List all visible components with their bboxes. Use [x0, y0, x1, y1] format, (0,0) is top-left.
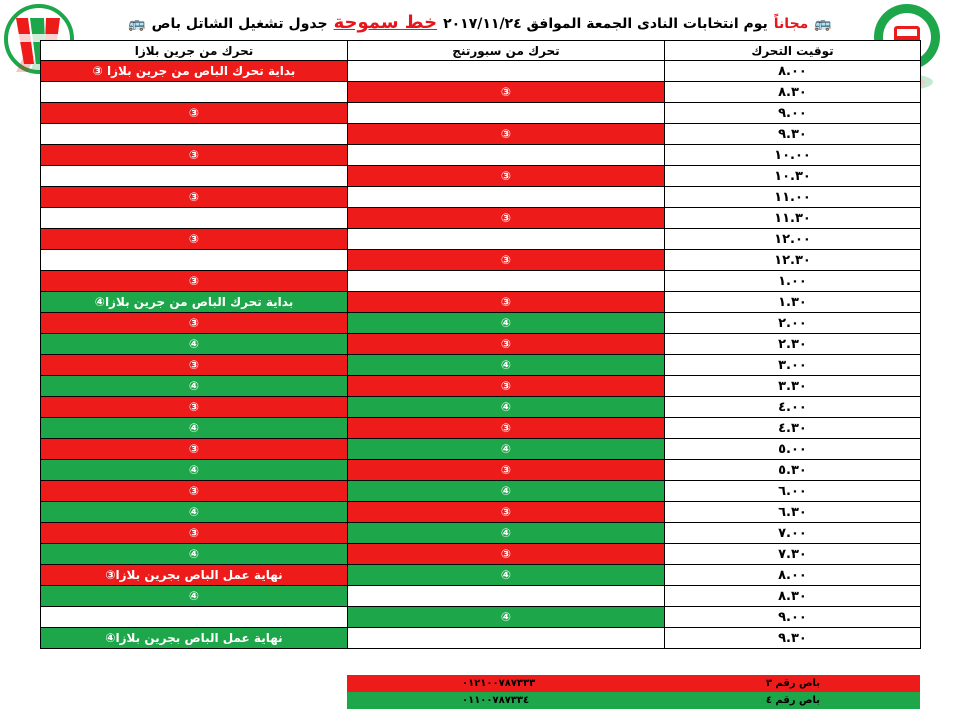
table-row [41, 376, 921, 397]
table-row [41, 439, 921, 460]
cell-time: ١.٠٠ [665, 271, 921, 292]
cell-time: ١٠.٠٠ [665, 145, 921, 166]
cell-time: ٩.٠٠ [665, 607, 921, 628]
table-row [41, 124, 921, 145]
table-row [41, 523, 921, 544]
cell-time: ٧.٠٠ [665, 523, 921, 544]
cell-time: ١١.٠٠ [665, 187, 921, 208]
cell-green-plaza [41, 124, 348, 145]
cell-green-plaza [41, 166, 348, 187]
header-time: توقيت التحرك [665, 41, 921, 61]
cell-green-plaza: ④ [41, 334, 348, 355]
cell-green-plaza [41, 82, 348, 103]
cell-green-plaza: ③ [41, 439, 348, 460]
cell-time: ٣.٣٠ [665, 376, 921, 397]
cell-sporting: ④ [348, 565, 665, 586]
table-row [41, 565, 921, 586]
table-row [41, 544, 921, 565]
bus-icon: 🚌 [128, 16, 146, 32]
cell-sporting: ③ [348, 124, 665, 145]
cell-time: ٩.٣٠ [665, 628, 921, 649]
footer-bus-3 [347, 675, 920, 692]
cell-sporting: ④ [348, 397, 665, 418]
cell-green-plaza: ④ [41, 586, 348, 607]
cell-time: ٩.٣٠ [665, 124, 921, 145]
cell-green-plaza: ③ [41, 481, 348, 502]
cell-sporting: ④ [348, 481, 665, 502]
cell-sporting [348, 229, 665, 250]
cell-green-plaza [41, 208, 348, 229]
cell-green-plaza: ③نهاية عمل الباص بجرين بلازا [41, 565, 348, 586]
table-row [41, 229, 921, 250]
cell-sporting: ④ [348, 439, 665, 460]
footer-bus-4-phone: ٠١١٠٠٧٨٧٣٣٤ [462, 695, 530, 706]
cell-time: ٦.٠٠ [665, 481, 921, 502]
bus-icon-end: 🚌 [814, 16, 832, 32]
header-sporting: تحرك من سبورتنج [348, 41, 665, 61]
cell-green-plaza: ③ [41, 397, 348, 418]
cell-green-plaza: ③ [41, 313, 348, 334]
cell-green-plaza: ④بداية تحرك الباص من جرين بلازا [41, 292, 348, 313]
cell-sporting: ③ [348, 376, 665, 397]
table-row [41, 166, 921, 187]
cell-sporting: ③ [348, 544, 665, 565]
cell-green-plaza [41, 607, 348, 628]
cell-sporting: ④ [348, 607, 665, 628]
footer-bus-4 [347, 692, 920, 709]
table-row [41, 460, 921, 481]
table-row [41, 397, 921, 418]
cell-sporting: ③ [348, 208, 665, 229]
table-row [41, 355, 921, 376]
cell-time: ٤.٣٠ [665, 418, 921, 439]
cell-sporting [348, 586, 665, 607]
table-row [41, 313, 921, 334]
cell-time: ٤.٠٠ [665, 397, 921, 418]
cell-time: ١٢.٠٠ [665, 229, 921, 250]
schedule-body [41, 61, 921, 649]
cell-sporting: ③ [348, 292, 665, 313]
table-row [41, 292, 921, 313]
cell-sporting: ④ [348, 313, 665, 334]
cell-sporting: ③ [348, 502, 665, 523]
cell-green-plaza: ④ [41, 376, 348, 397]
cell-sporting [348, 61, 665, 82]
table-row [41, 481, 921, 502]
title-part2: يوم انتخابات النادى الجمعة الموافق ٢٠١٧/١١/٢٤ [443, 16, 768, 32]
cell-green-plaza: ③ [41, 271, 348, 292]
cell-green-plaza: ③ [41, 103, 348, 124]
cell-time: ١.٣٠ [665, 292, 921, 313]
cell-sporting [348, 187, 665, 208]
table-row [41, 250, 921, 271]
cell-sporting: ③ [348, 166, 665, 187]
cell-time: ٩.٠٠ [665, 103, 921, 124]
cell-sporting [348, 145, 665, 166]
table-row [41, 607, 921, 628]
cell-sporting: ③ [348, 250, 665, 271]
cell-sporting [348, 103, 665, 124]
cell-time: ٨.٠٠ [665, 61, 921, 82]
cell-green-plaza [41, 250, 348, 271]
cell-time: ١٠.٣٠ [665, 166, 921, 187]
cell-green-plaza: ④ [41, 418, 348, 439]
cell-time: ٨.٣٠ [665, 82, 921, 103]
cell-green-plaza: ④ [41, 460, 348, 481]
table-row [41, 628, 921, 649]
cell-time: ٨.٠٠ [665, 565, 921, 586]
table-row [41, 82, 921, 103]
cell-green-plaza: ④ [41, 544, 348, 565]
cell-green-plaza: ④ [41, 502, 348, 523]
schedule-table [40, 40, 921, 649]
cell-green-plaza: ③ [41, 145, 348, 166]
cell-time: ١١.٣٠ [665, 208, 921, 229]
cell-time: ٦.٣٠ [665, 502, 921, 523]
cell-time: ٨.٣٠ [665, 586, 921, 607]
table-row [41, 334, 921, 355]
cell-green-plaza: ③ بداية تحرك الباص من جرين بلازا [41, 61, 348, 82]
cell-sporting [348, 628, 665, 649]
table-row [41, 103, 921, 124]
footer-bus-3-phone: ٠١٢١٠٠٧٨٧٣٣٣ [462, 678, 536, 689]
cell-sporting: ③ [348, 82, 665, 103]
cell-sporting: ④ [348, 355, 665, 376]
cell-sporting: ④ [348, 523, 665, 544]
cell-sporting [348, 271, 665, 292]
table-row [41, 586, 921, 607]
cell-sporting: ③ [348, 334, 665, 355]
title-part1: جدول تشغيل الشاتل باص [151, 16, 328, 32]
title-line-name: خط سموحة [333, 12, 438, 33]
cell-green-plaza: ③ [41, 523, 348, 544]
cell-time: ٥.٣٠ [665, 460, 921, 481]
header-row [41, 41, 921, 61]
table-row [41, 187, 921, 208]
title-free: مجاناً [773, 16, 809, 32]
cell-green-plaza: ④نهاية عمل الباص بجرين بلازا [41, 628, 348, 649]
cell-time: ٢.٣٠ [665, 334, 921, 355]
footer-bus-4-label: باص رقم ٤ [765, 695, 820, 706]
cell-time: ١٢.٣٠ [665, 250, 921, 271]
table-row [41, 271, 921, 292]
cell-sporting: ③ [348, 460, 665, 481]
table-row [41, 418, 921, 439]
cell-time: ٥.٠٠ [665, 439, 921, 460]
table-row [41, 145, 921, 166]
cell-green-plaza: ③ [41, 355, 348, 376]
cell-green-plaza: ③ [41, 229, 348, 250]
table-row [41, 502, 921, 523]
table-row [41, 61, 921, 82]
cell-sporting: ③ [348, 418, 665, 439]
cell-time: ٧.٣٠ [665, 544, 921, 565]
header-green-plaza: تحرك من جرين بلازا [41, 41, 348, 61]
cell-green-plaza: ③ [41, 187, 348, 208]
cell-time: ٢.٠٠ [665, 313, 921, 334]
footer-bus-3-label: باص رقم ٣ [765, 678, 820, 689]
cell-time: ٣.٠٠ [665, 355, 921, 376]
page-title [128, 12, 832, 36]
table-row [41, 208, 921, 229]
